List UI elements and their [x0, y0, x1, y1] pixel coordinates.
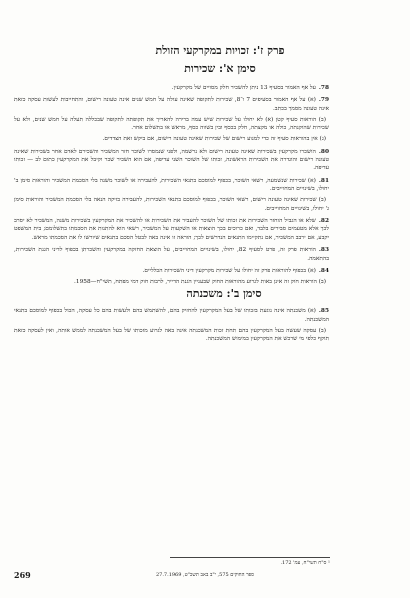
paragraph-text: (ב) הוראות סעיף קטן (א) לא יחולו על שכירות שיש עמה ברירה להאריך את תקופתה לתקופה שבכללה תעלה על חמש שנים, ולא על שכירות שהוקנתה, כולה או מקצתה, חלק בכסף ובין בשווה כסף, מראש או בתשלום אחר.: [14, 116, 329, 132]
section-number: [326, 136, 329, 142]
paragraph-text: שלא או הגביל הוחזר השכירות את זכותו של השוכר להעביר את השכירות או להשכיר את המקרקעין בשכירות משנה, המשכיר לא יסרב לכך אלא מטעמים סבירים בלבד, ואם כרוכים בכך הוצאות או השקעות על המשכיר, רשאי הוא להתנות את הסכמתו בתשלומם; בית המשפט יקבע, אם ירבב המשכיר, אם נתקיימו התנאים הנדרשים לכך; הוראה זו אינה באה לבטל הסכם בתנאים שיורשו לו את הסכמתו מראש.: [14, 218, 329, 241]
paragraph-text: (א) שכירות שנשמעה, רשאי השוכר, בכפוף למוסכם בתנאי השכירות, להעבירה או לשוכר משנה בלי הסכמת המשכיר והוראות סימן ב' יחולו, בשינויים המחוייבים.: [14, 177, 329, 193]
paragraph: [14, 196, 329, 213]
section-number: 82.: [318, 218, 329, 225]
paragraph: [14, 84, 329, 92]
paragraph-text: (ג) אין בהוראות סעיף זה כדי למנוע רישום של שכירות שאינה טעונה רישום, אם ביקש זאת הצדדים.: [102, 136, 326, 143]
paragraph: [14, 246, 329, 263]
paragraph-text: (ב) הוראות חוק זה אינן באות לגרוע מהוראות החוק שבעניין הגנת הדייר, לרבות חוק דמי מפתח, תשי"ח—1958.: [74, 279, 326, 286]
section-number: 83.: [318, 247, 329, 254]
footnote-rule: [170, 557, 330, 558]
chapter-title: פרק ז': זכויות במקרקעי הזולת: [155, 44, 285, 57]
section-number: [326, 279, 329, 285]
section-number: [326, 117, 329, 123]
paragraph: [14, 278, 329, 286]
paragraph: [14, 116, 329, 133]
section-number: 80.: [318, 148, 329, 155]
paragraph: [14, 148, 329, 173]
paragraph-text: (א) בכפוף להוראות פרק זה יחולו על שכירות מקרקעין דיני השכירות הכלליים.: [142, 268, 316, 275]
section-spacer: [14, 289, 329, 303]
paragraph: [14, 96, 329, 113]
paragraph: [14, 267, 329, 275]
paragraph: [14, 217, 329, 242]
paragraph: [14, 307, 329, 324]
paragraph-text: על אף האמור בסעיף 13 ניתן להשכיר חלק מסויים של מקרקעין.: [171, 85, 316, 91]
footnote: ¹ ס"ח תשי"ח, עמ' 172.: [280, 560, 330, 566]
section-number: 78.: [318, 85, 329, 91]
section-title-pledge: סימן ב': משכנתה: [186, 287, 262, 301]
paragraph-text: (ב) עסקה שעשה בעל המקרקעין בהם תחת זכות המשכנתה אינה באה לגרוע מזכותו של בעל המשכנתה לממש אותה, ואין לעסקה כזאת תוקף כלפי מי שרכש את המקרקעין במימוש המשכנתה.: [14, 327, 329, 342]
section-number: [326, 328, 329, 334]
paragraph-text: הוראות פרק זה, פרט לסעיף 82, יחולו, בשינויים המחוייבים, על הוצאת החזקה במקרקעין והשכרתן בכפוף לדיני הגנת השכירות, בהתאמה.: [14, 247, 329, 262]
section-number: 79.: [318, 97, 329, 104]
section-number: 84.: [318, 268, 329, 275]
section-number: 81.: [318, 177, 329, 184]
section-title-leases: סימן א': שכירות: [184, 62, 256, 75]
paragraph: [14, 177, 329, 194]
gazette-reference: ספר החוקים 575, י"ב באב תשכ"ט, 27.7.1969: [155, 572, 255, 578]
paragraph-text: (ב) שכירות שאינה טעונה רישום, רשאי השוכר, בכפוף למוסכם בתנאי השכירות, להעבירה בזיקה הנאה בלי הסכמת המשכיר והוראות סימן ג' יחולו, בשינויים המחוייבים.: [14, 197, 329, 212]
paragraph: [14, 327, 329, 344]
main-text-column: [14, 84, 329, 346]
paragraph-text: (א) על אף האמור בסעיפים 7 ו־8, שכירות לתקופה שאינה עולה על חמש שנים אינה טעונה רישום, והתחייבות לעשות עסקה כזאת אינה טעונה מסמך בכתב.: [14, 97, 329, 112]
page-number: 269: [14, 570, 31, 580]
section-number: 85.: [318, 308, 329, 315]
paragraph: [14, 135, 329, 143]
paragraph-text: (א) משכנתה אינה נוגעת בזכותו של בעל המקרקעין להחזיק בהם, להשתמש בהם ולעשות בהם כל עסקה, הכול בכפוף למוסכם בתנאי המשכנתה.: [14, 308, 329, 323]
section-number: [326, 197, 329, 203]
paragraph-text: הושכרו מקרקעין בשכירות שאינה טעונה רישום ולא נרשמה, ולפני שנמסרו לשוכר חזר המשכיר והשכירם לאדם אחר בשכירות שאינה טעונה רישום והוגדרה את השכירות הראשונה, זכותו של השוכר השני עדיפה, אם הוא השכיר שכר וקיבל את המקרקעין כתום לב — זכותו עדיפה.: [14, 148, 329, 172]
